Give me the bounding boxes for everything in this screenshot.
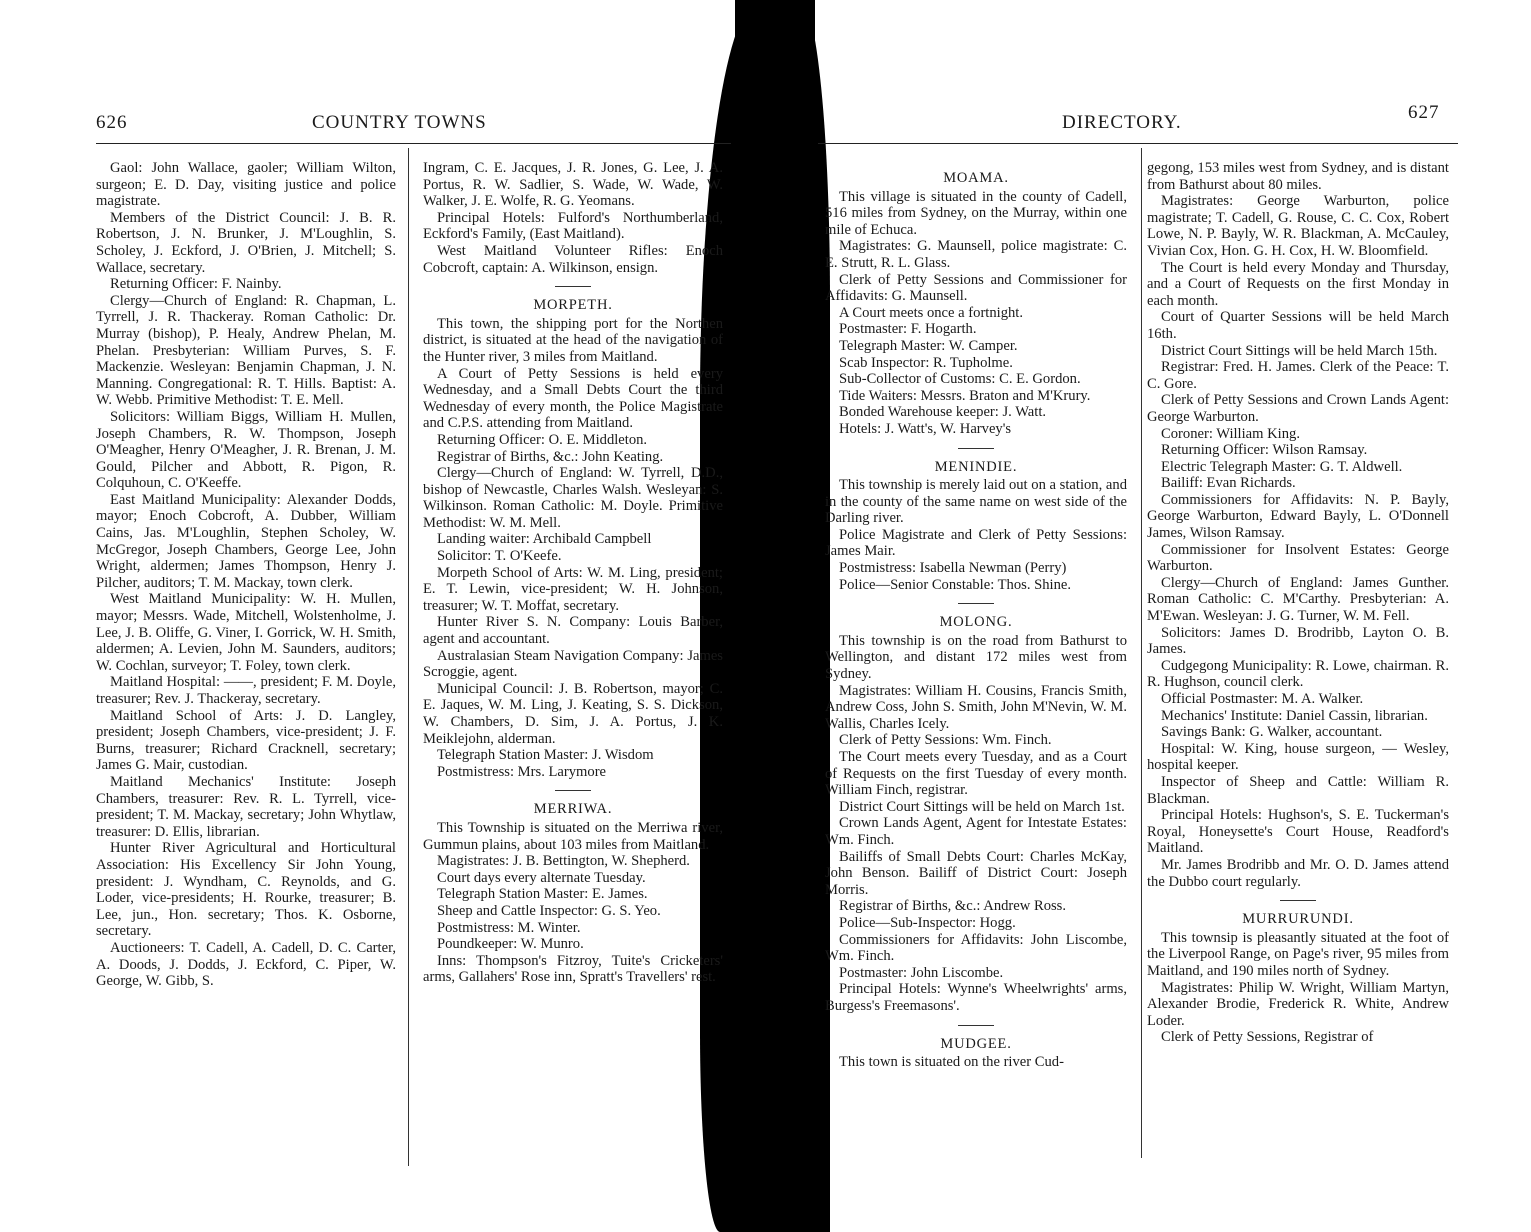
running-head: COUNTRY TOWNS	[312, 112, 487, 133]
directory-entry: Gaol: John Wallace, gaoler; William Wilton, surgeon; E. D. Day, visiting justice and police magistrate.	[96, 160, 396, 210]
directory-entry: Police—Sub-Inspector: Hogg.	[839, 914, 1016, 931]
directory-entry: Landing waiter: Archibald Campbell	[437, 531, 652, 548]
section-separator	[555, 790, 591, 791]
directory-entry: Solicitors: William Biggs, William H. Mullen, Joseph Chambers, R. W. Thompson, Joseph O'Meagher, Henry O'Meagher, J. R. Brenan, J. M. Gould, Pilcher and Abbott, R. Pigon, R. Colquhoun, C. O'Keeffe.	[96, 408, 396, 492]
directory-entry: This township is on the road from Bathurst to Wellington, and distant 172 miles west from Sydney.	[825, 632, 1127, 683]
directory-entry: Commissioners for Affidavits: John Liscombe, Wm. Finch.	[825, 931, 1127, 965]
directory-entry: This village is situated in the county of Cadell, 516 miles from Sydney, on the Murray, within one mile of Echuca.	[825, 188, 1127, 238]
directory-entry: Hospital: W. King, house surgeon, — Wesley, hospital keeper.	[1147, 740, 1449, 774]
directory-entry: Coroner: William King.	[1161, 425, 1300, 442]
directory-entry: Returning Officer: F. Nainby.	[110, 276, 282, 293]
directory-entry: This town, the shipping port for the Northen district, is situated at the head of the navigation of the Hunter river, 3 miles from Maitland.	[423, 315, 723, 365]
directory-entry: Hunter River S. N. Company: Louis Barber, agent and accountant.	[423, 614, 723, 648]
left-page-column-1	[96, 160, 396, 990]
section-separator	[1280, 900, 1316, 901]
directory-entry: Police Magistrate and Clerk of Petty Sessions: James Mair.	[825, 526, 1127, 560]
directory-entry: West Maitland Volunteer Rifles: Enoch Cobcroft, captain: A. Wilkinson, ensign.	[423, 242, 723, 276]
section-heading: MORPETH.	[533, 297, 613, 314]
directory-entry: Solicitors: James D. Brodribb, Layton O. B. James.	[1147, 624, 1449, 658]
directory-entry: Mr. James Brodribb and Mr. O. D. James attend the Dubbo court regularly.	[1147, 856, 1449, 890]
directory-entry: Mechanics' Institute: Daniel Cassin, librarian.	[1161, 707, 1428, 724]
directory-entry: Municipal Council: J. B. Robertson, mayor; C. E. Jaques, W. M. Ling, J. Keating, S. S. Dickson, W. Chambers, D. Sim, J. A. Portus, J. K. Meiklejohn, alderman.	[423, 680, 723, 747]
section-separator	[958, 1025, 994, 1026]
header-rule	[818, 143, 1458, 144]
column-divider	[1141, 148, 1142, 1158]
directory-entry: This township is merely laid out on a station, and in the county of the same name on west side of the Darling river.	[825, 477, 1127, 527]
directory-entry: District Court Sittings will be held on March 1st.	[839, 798, 1125, 815]
directory-entry: Telegraph Station Master: J. Wisdom	[437, 747, 654, 764]
right-page-column-2	[1147, 160, 1449, 1046]
directory-entry: Auctioneers: T. Cadell, A. Cadell, D. C. Carter, A. Doods, J. Dodds, J. Eckford, C. Piper, W. George, W. Gibb, S.	[96, 939, 396, 990]
directory-entry: Magistrates: Philip W. Wright, William Martyn, Alexander Brodie, Frederick R. White, Andrew Loder.	[1147, 979, 1449, 1029]
directory-entry: gegong, 153 miles west from Sydney, and is distant from Bathurst about 80 miles.	[1147, 160, 1449, 193]
directory-entry: Postmistress: Isabella Newman (Perry)	[839, 560, 1067, 577]
directory-entry: Sub-Collector of Customs: C. E. Gordon.	[839, 371, 1081, 388]
directory-entry: Cudgegong Municipality: R. Lowe, chairman. R. R. Hughson, council clerk.	[1147, 657, 1449, 691]
section-heading: MENINDIE.	[934, 458, 1018, 475]
directory-entry: Magistrates: J. B. Bettington, W. Shepherd.	[437, 853, 690, 870]
directory-entry: Maitland Mechanics' Institute: Joseph Chambers, treasurer: Rev. R. L. Tyrrell, vice-president; T. M. Mackay, secretary; John Whytlaw, treasurer: D. Ellis, librarian.	[96, 773, 396, 840]
directory-entry: Australasian Steam Navigation Company: James Scroggie, agent.	[423, 647, 723, 681]
directory-entry: A Court meets once a fortnight.	[839, 304, 1024, 321]
directory-entry: Postmistress: M. Winter.	[437, 919, 581, 936]
directory-entry: Clerk of Petty Sessions: Wm. Finch.	[839, 732, 1052, 749]
directory-entry: Members of the District Council: J. B. R. Robertson, J. N. Brunker, J. M'Loughlin, S. Scholey, J. Eckford, J. O'Brien, J. Mitchell; S. Wallace, secretary.	[96, 209, 396, 276]
directory-entry: Bonded Warehouse keeper: J. Watt.	[839, 404, 1047, 421]
directory-entry: District Court Sittings will be held March 15th.	[1161, 342, 1438, 359]
section-heading: MUDGEE.	[940, 1035, 1012, 1052]
section-separator	[958, 603, 994, 604]
directory-entry: West Maitland Municipality: W. H. Mullen, mayor; Messrs. Wade, Mitchell, Wolstenholme, J. Lee, J. B. Oliffe, G. Viner, I. Gorrick, W. H. Smith, aldermen; A. Levien, John M. Saunders, auditors; W. Cochlan, surveyor; T. Foley, town clerk.	[96, 591, 396, 674]
directory-entry: Magistrates: William H. Cousins, Francis Smith, Andrew Coss, John S. Smith, John M'Nevin, W. M. Wallis, Charles Icely.	[825, 682, 1127, 732]
section-heading: MERRIWA.	[533, 801, 613, 818]
directory-entry: Scab Inspector: R. Tupholme.	[839, 354, 1013, 371]
directory-entry: Bailiff: Evan Richards.	[1161, 475, 1296, 492]
section-separator	[958, 448, 994, 449]
directory-entry: Clerk of Petty Sessions and Commissioner for Affidavits: G. Maunsell.	[825, 271, 1127, 305]
directory-entry: Registrar of Births, &c.: Andrew Ross.	[839, 898, 1066, 915]
directory-entry: Returning Officer: Wilson Ramsay.	[1161, 442, 1368, 459]
directory-entry: Clerk of Petty Sessions, Registrar of	[1161, 1029, 1374, 1046]
column-divider	[408, 148, 409, 1166]
section-heading: MURRURUNDI.	[1242, 911, 1354, 928]
directory-entry: Crown Lands Agent, Agent for Intestate Estates: Wm. Finch.	[825, 815, 1127, 848]
right-page	[812, 0, 1531, 1232]
directory-entry: Principal Hotels: Fulford's Northumberland, Eckford's Family, (East Maitland).	[423, 209, 723, 243]
directory-entry: Postmaster: F. Hogarth.	[839, 321, 977, 338]
directory-entry: Clergy—Church of England: James Gunther. Roman Catholic: C. M'Carthy. Presbyterian: A. M'Ewan. Wesleyan: J. G. Turner, W. M. Fell.	[1147, 574, 1449, 625]
directory-entry: Maitland Hospital: ——, president; F. M. Doyle, treasurer; Rev. J. Thackeray, secretary.	[96, 674, 396, 707]
directory-entry: Hunter River Agricultural and Horticultural Association: His Excellency Sir John Young, president: J. Wyndham, C. Reynolds, and G. Loder, vice-presidents; H. Rourke, treasurer; B. Lee, jun., Hon. secretary; Thos. K. Osborne, secretary.	[96, 840, 396, 940]
directory-entry: Hotels: J. Watt's, W. Harvey's	[839, 420, 1012, 437]
directory-entry: Magistrates: G. Maunsell, police magistrate: C. E. Strutt, R. L. Glass.	[825, 238, 1127, 271]
directory-entry: Telegraph Master: W. Camper.	[839, 337, 1018, 354]
directory-entry: A Court of Petty Sessions is held every Wednesday, and a Small Debts Court the third Wednesday of every month, the Police Magistrate and C.P.S. attending from Maitland.	[423, 365, 723, 432]
directory-entry: Returning Officer: O. E. Middleton.	[437, 431, 648, 448]
directory-entry: Inns: Thompson's Fitzroy, Tuite's Cricketers' arms, Gallahers' Rose inn, Spratt's Travellers' rest.	[423, 952, 723, 986]
directory-entry: Commissioners for Affidavits: N. P. Bayly, George Warburton, Edward Bayly, L. O'Donnell James, Wilson Ramsay.	[1147, 491, 1449, 542]
directory-entry: Telegraph Station Master: E. James.	[437, 886, 648, 903]
directory-entry: Court of Quarter Sessions will be held March 16th.	[1147, 309, 1449, 342]
directory-entry: Registrar: Fred. H. James. Clerk of the Peace: T. C. Gore.	[1147, 359, 1449, 392]
directory-entry: Sheep and Cattle Inspector: G. S. Yeo.	[437, 902, 661, 919]
directory-entry: Clerk of Petty Sessions and Crown Lands Agent: George Warburton.	[1147, 392, 1449, 425]
directory-entry: This town is situated on the river Cud-	[839, 1054, 1064, 1071]
section-separator	[555, 286, 591, 287]
directory-entry: Ingram, C. E. Jacques, J. R. Jones, G. Lee, J. A. Portus, R. W. Sadlier, S. Wade, W. Wade, W. Walker, J. E. Wolfe, R. G. Yeomans.	[423, 160, 723, 210]
directory-entry: Court days every alternate Tuesday.	[437, 869, 646, 886]
directory-entry: Inspector of Sheep and Cattle: William R. Blackman.	[1147, 773, 1449, 807]
directory-entry: Principal Hotels: Hughson's, S. E. Tuckerman's Royal, Honeysette's Court House, Readford's Maitland.	[1147, 807, 1449, 857]
directory-entry: Postmistress: Mrs. Larymore	[437, 763, 607, 780]
directory-entry: Principal Hotels: Wynne's Wheelwrights' arms, Burgess's Freemasons'.	[825, 981, 1127, 1014]
directory-entry: Postmaster: John Liscombe.	[839, 964, 1004, 981]
directory-entry: Electric Telegraph Master: G. T. Aldwell.	[1161, 458, 1403, 475]
directory-entry: This Township is situated on the Merriwa river, Gummun plains, about 103 miles from Maitland.	[423, 819, 723, 853]
section-heading: MOLONG.	[939, 614, 1013, 631]
right-page-column-1	[825, 160, 1127, 1071]
page-number: 627	[1408, 102, 1440, 123]
directory-entry: This townsip is pleasantly situated at the foot of the Liverpool Range, on Page's river, 95 miles from Maitland, and 190 miles north of Sydney.	[1147, 929, 1449, 979]
directory-entry: The Court is held every Monday and Thursday, and a Court of Requests on the first Monday in each month.	[1147, 259, 1449, 309]
left-page-column-2	[423, 160, 723, 986]
directory-entry: East Maitland Municipality: Alexander Dodds, mayor; Enoch Cobcroft, A. Dubber, William Cains, Jas. M'Loughlin, Stephen Scholey, W. McGregor, Joseph Chambers, George Lee, John Wright, aldermen; James Thompson, Henry J. Pilcher, auditors; T. M. Mackay, town clerk.	[96, 491, 396, 591]
directory-entry: Maitland School of Arts: J. D. Langley, president; Joseph Chambers, vice-president; J. F. Burns, treasurer; Richard Cracknell, secretary; James G. Mair, custodian.	[96, 707, 396, 774]
directory-entry: Magistrates: George Warburton, police magistrate; T. Cadell, G. Rouse, C. C. Cox, Robert Lowe, N. P. Bayly, W. R. Blackman, A. McCauley, Vivian Cox, Hon. G. H. Cox, H. W. Bloomfield.	[1147, 193, 1449, 259]
directory-entry: Clergy—Church of England: R. Chapman, L. Tyrrell, J. R. Thackeray. Roman Catholic: Dr. Murray (bishop), P. Healy, Andrew Phelan, M. Phelan. Presbyterian: William Purves, S. F. Mackenzie. Wesleyan: Benjamin Chapman, J. N. Manning. Congregational: R. T. Hills. Baptist: A. W. Webb. Primitive Methodist: T. E. Mell.	[96, 292, 396, 409]
directory-entry: The Court meets every Tuesday, and as a Court of Requests on the first Tuesday of every month. William Finch, registrar.	[825, 749, 1127, 799]
directory-entry: Savings Bank: G. Walker, accountant.	[1161, 724, 1383, 741]
directory-entry: Police—Senior Constable: Thos. Shine.	[839, 576, 1072, 593]
directory-entry: Commissioner for Insolvent Estates: George Warburton.	[1147, 541, 1449, 575]
directory-entry: Bailiffs of Small Debts Court: Charles McKay, John Benson. Bailiff of District Court: Joseph Morris.	[825, 848, 1127, 898]
header-rule	[96, 143, 731, 144]
directory-entry: Tide Waiters: Messrs. Braton and M'Krury.	[839, 387, 1091, 404]
directory-entry: Solicitor: T. O'Keefe.	[437, 548, 562, 565]
directory-entry: Registrar of Births, &c.: John Keating.	[437, 448, 664, 465]
directory-entry: Official Postmaster: M. A. Walker.	[1161, 691, 1364, 707]
running-head: DIRECTORY.	[1062, 112, 1182, 133]
directory-entry: Morpeth School of Arts: W. M. Ling, president; E. T. Lewin, vice-president; W. H. Johnson, treasurer; W. T. Moffat, secretary.	[423, 564, 723, 614]
left-page	[0, 0, 740, 1232]
directory-entry: Poundkeeper: W. Munro.	[437, 936, 584, 953]
section-heading: MOAMA.	[943, 170, 1009, 186]
directory-entry: Clergy—Church of England: W. Tyrrell, D.D., bishop of Newcastle, Charles Walsh. Wesleyan: S. Wilkinson. Roman Catholic: M. Doyle. Primitive Methodist: W. M. Mell.	[423, 465, 723, 531]
page-number: 626	[96, 112, 128, 133]
